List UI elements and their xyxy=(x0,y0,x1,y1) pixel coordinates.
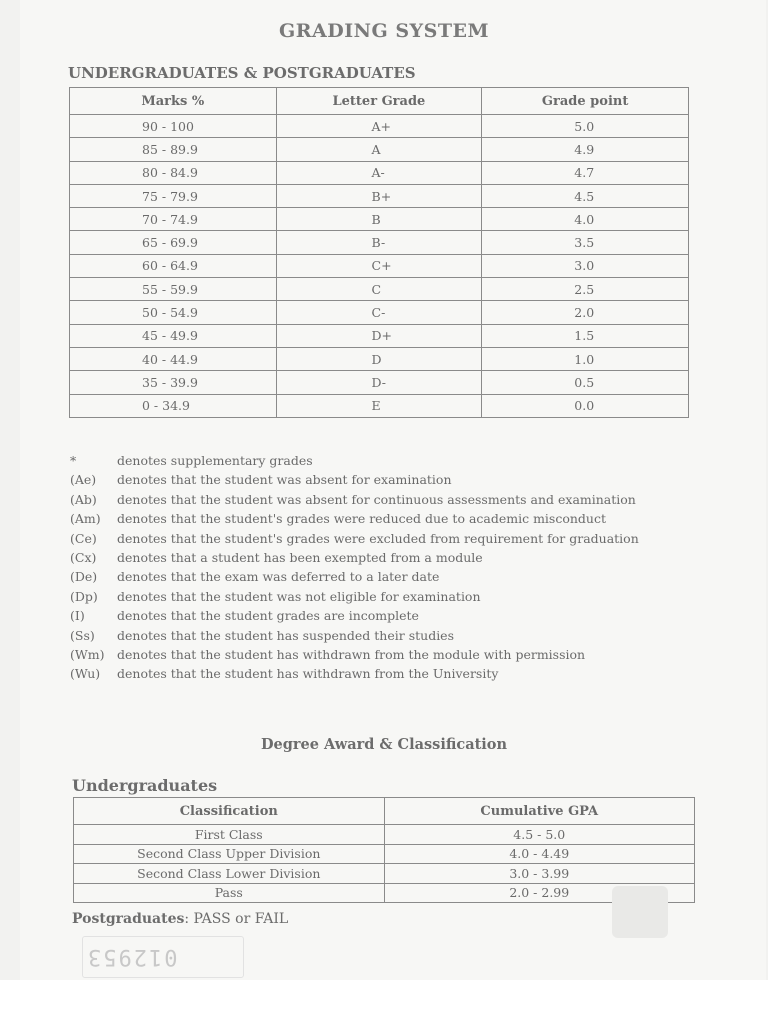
grade-point-cell: 0.0 xyxy=(482,394,689,417)
grade-table-row xyxy=(70,231,689,254)
gpa-range-cell: 4.5 - 5.0 xyxy=(384,825,694,845)
note-code: (Am) xyxy=(70,511,101,527)
letter-grade-cell: A- xyxy=(276,161,482,184)
postgraduates-result: PASS or FAIL xyxy=(193,911,289,927)
classification-row xyxy=(74,825,695,845)
letter-grade-cell: C xyxy=(276,278,482,301)
grade-point-cell: 4.5 xyxy=(482,184,689,207)
page-title: GRADING SYSTEM xyxy=(279,20,489,42)
note-description: denotes that the student's grades were excluded from requirement for graduation xyxy=(117,530,639,546)
note-code: * xyxy=(70,453,77,468)
note-code: (Dp) xyxy=(70,588,98,604)
note-description: denotes that the student was absent for continuous assessments and examination xyxy=(117,491,636,507)
letter-grade-cell: A+ xyxy=(276,115,482,138)
grade-point-cell: 3.5 xyxy=(482,231,689,254)
grade-table-row xyxy=(70,115,689,138)
grade-table-row xyxy=(70,161,689,184)
note-code: (Ae) xyxy=(70,472,97,488)
note-code: (Ab) xyxy=(70,491,97,507)
seal-smudge xyxy=(612,886,668,938)
marks-cell: 80 - 84.9 xyxy=(70,161,277,184)
grade-table-row xyxy=(70,324,689,347)
grade-point-cell: 2.5 xyxy=(482,278,689,301)
header-cumulative-gpa: Cumulative GPA xyxy=(384,798,694,825)
grade-table-row xyxy=(70,208,689,231)
marks-cell: 50 - 54.9 xyxy=(70,301,277,324)
classification-cell: Second Class Upper Division xyxy=(74,844,385,864)
note-code: (De) xyxy=(70,569,98,585)
grade-point-cell: 3.0 xyxy=(482,254,689,277)
grade-point-cell: 4.0 xyxy=(482,208,689,231)
grade-table-row xyxy=(70,394,689,417)
postgraduates-line: Postgraduates: PASS or FAIL xyxy=(72,911,289,927)
note-code: (Ss) xyxy=(70,627,95,643)
section-heading: UNDERGRADUATES & POSTGRADUATES xyxy=(68,64,416,82)
undergraduates-heading: Undergraduates xyxy=(72,776,218,795)
note-code: (I) xyxy=(70,608,85,624)
note-item xyxy=(70,665,670,683)
note-item xyxy=(70,607,670,625)
marks-cell: 40 - 44.9 xyxy=(70,347,277,370)
grade-table-row xyxy=(70,347,689,370)
marks-cell: 0 - 34.9 xyxy=(70,394,277,417)
letter-grade-cell: C+ xyxy=(276,254,482,277)
classification-cell: Second Class Lower Division xyxy=(74,864,385,884)
grade-table-header xyxy=(70,88,689,115)
marks-cell: 65 - 69.9 xyxy=(70,231,277,254)
note-item xyxy=(70,452,670,470)
header-letter-grade: Letter Grade xyxy=(276,88,482,115)
letter-grade-cell: B+ xyxy=(276,184,482,207)
grade-point-cell: 4.7 xyxy=(482,161,689,184)
marks-cell: 70 - 74.9 xyxy=(70,208,277,231)
grade-table-row xyxy=(70,301,689,324)
letter-grade-cell: B- xyxy=(276,231,482,254)
classification-row xyxy=(74,883,695,903)
note-description: denotes that the student grades are incomplete xyxy=(117,608,419,624)
letter-grade-cell: C- xyxy=(276,301,482,324)
letter-grade-cell: E xyxy=(276,394,482,417)
note-item xyxy=(70,549,670,567)
note-description: denotes that the student's grades were reduced due to academic misconduct xyxy=(117,511,606,527)
grade-point-cell: 4.9 xyxy=(482,138,689,161)
grade-point-cell: 2.0 xyxy=(482,301,689,324)
marks-cell: 85 - 89.9 xyxy=(70,138,277,161)
marks-cell: 75 - 79.9 xyxy=(70,184,277,207)
letter-grade-cell: D- xyxy=(276,371,482,394)
note-code: (Wu) xyxy=(70,666,101,682)
marks-cell: 35 - 39.9 xyxy=(70,371,277,394)
header-classification: Classification xyxy=(74,798,385,825)
marks-cell: 55 - 59.9 xyxy=(70,278,277,301)
letter-grade-cell: B xyxy=(276,208,482,231)
grade-point-cell: 0.5 xyxy=(482,371,689,394)
classification-row xyxy=(74,864,695,884)
classification-table xyxy=(73,797,695,903)
gpa-range-cell: 4.0 - 4.49 xyxy=(384,844,694,864)
note-code: (Wm) xyxy=(70,646,105,662)
marks-cell: 45 - 49.9 xyxy=(70,324,277,347)
note-description: denotes that the exam was deferred to a later date xyxy=(117,569,440,585)
letter-grade-cell: D xyxy=(276,347,482,370)
grade-point-cell: 1.5 xyxy=(482,324,689,347)
note-description: denotes that the student has suspended their studies xyxy=(117,627,454,643)
note-item xyxy=(70,588,670,606)
gpa-range-cell: 3.0 - 3.99 xyxy=(384,864,694,884)
marks-cell: 90 - 100 xyxy=(70,115,277,138)
serial-number: 012953 xyxy=(86,944,178,969)
note-description: denotes that the student was not eligible for examination xyxy=(117,588,481,604)
note-description: denotes that the student has withdrawn from the University xyxy=(117,666,499,682)
note-item xyxy=(70,646,670,664)
grade-notes-list xyxy=(70,452,670,685)
note-item xyxy=(70,491,670,509)
letter-grade-cell: D+ xyxy=(276,324,482,347)
grade-table-row xyxy=(70,184,689,207)
note-item xyxy=(70,568,670,586)
degree-award-heading: Degree Award & Classification xyxy=(260,736,508,753)
note-code: (Cx) xyxy=(70,549,97,565)
note-description: denotes that the student has withdrawn from the module with permission xyxy=(117,646,586,662)
marks-cell: 60 - 64.9 xyxy=(70,254,277,277)
grade-point-cell: 1.0 xyxy=(482,347,689,370)
classification-cell: Pass xyxy=(74,883,385,903)
note-item xyxy=(70,627,670,645)
postgraduates-label: Postgraduates xyxy=(72,911,185,927)
gpa-range-cell: 2.0 - 2.99 xyxy=(384,883,694,903)
header-grade-point: Grade point xyxy=(482,88,689,115)
header-marks: Marks % xyxy=(70,88,277,115)
grade-table-row xyxy=(70,371,689,394)
classification-cell: First Class xyxy=(74,825,385,845)
classification-table-header xyxy=(74,798,695,825)
grade-table xyxy=(69,87,689,418)
note-description: denotes that the student was absent for examination xyxy=(117,472,452,488)
grade-table-row xyxy=(70,278,689,301)
grade-table-row xyxy=(70,254,689,277)
note-code: (Ce) xyxy=(70,530,97,546)
note-description: denotes that a student has been exempted from a module xyxy=(117,549,483,565)
note-description: denotes supplementary grades xyxy=(117,453,313,468)
note-item xyxy=(70,510,670,528)
note-item xyxy=(70,471,670,489)
note-item xyxy=(70,530,670,548)
grade-point-cell: 5.0 xyxy=(482,115,689,138)
classification-row xyxy=(74,844,695,864)
letter-grade-cell: A xyxy=(276,138,482,161)
page-margin xyxy=(0,980,768,1024)
grade-table-row xyxy=(70,138,689,161)
